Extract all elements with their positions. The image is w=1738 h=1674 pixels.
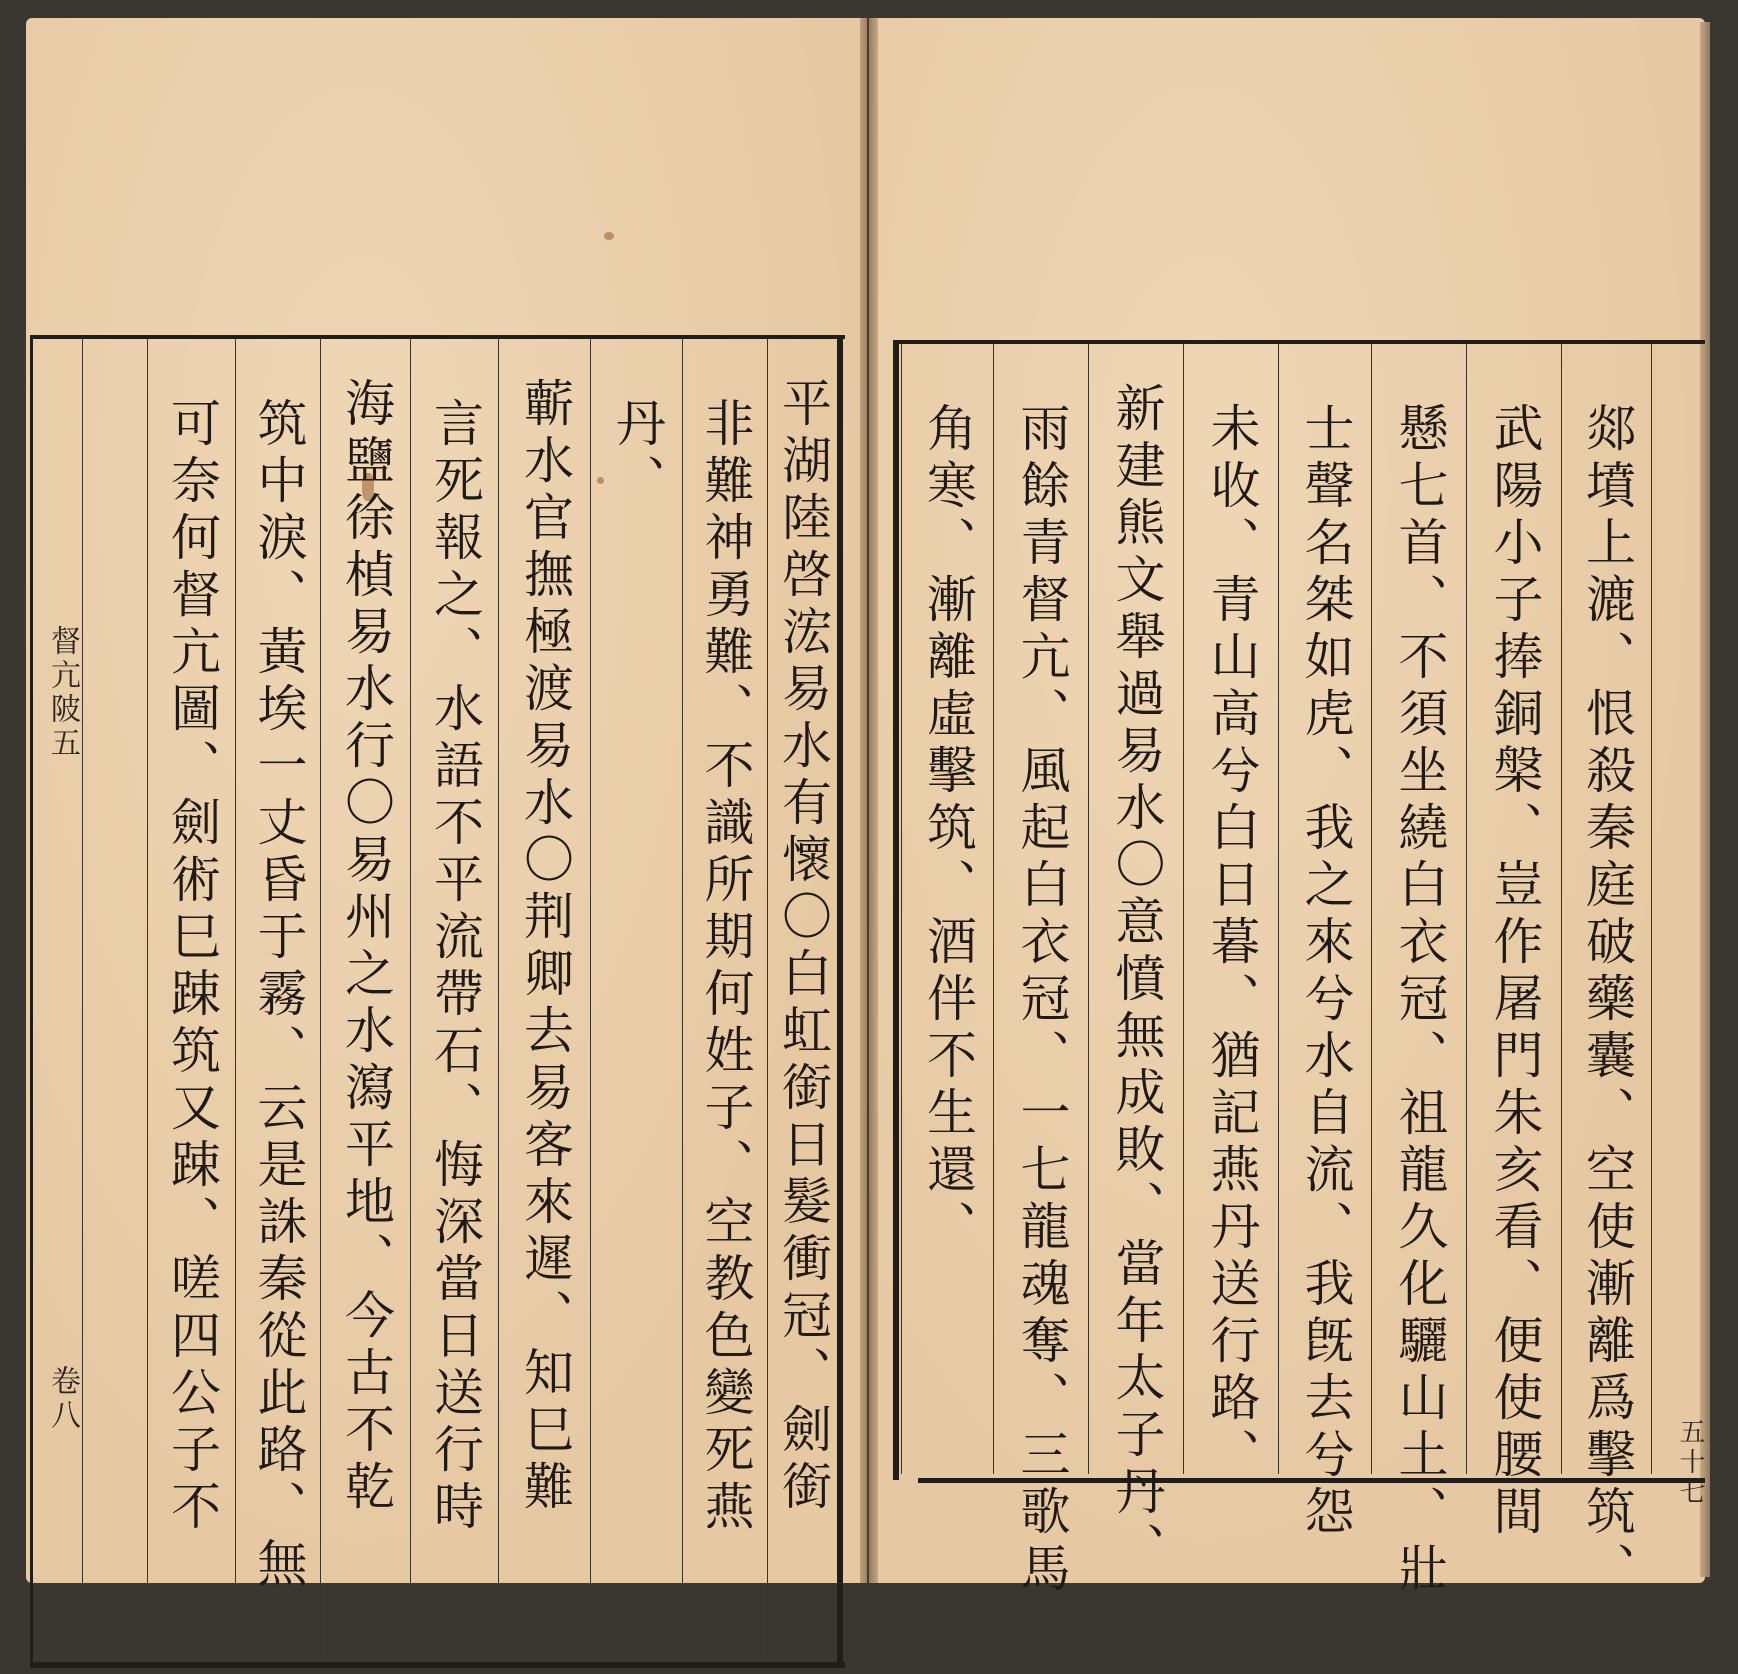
text-column (682, 339, 768, 1662)
text-column (1183, 344, 1279, 1485)
text-column (1371, 344, 1467, 1599)
column-text: 言死報之、水語不平流帶石、悔深當日送行時 (426, 397, 484, 1537)
column-text: 士聲名桀如虎、我之來兮水自流、我旣去兮怨 (1296, 402, 1355, 1542)
center-volume: 卷八 (45, 1365, 80, 1433)
frame-bottom-rule (30, 1662, 845, 1668)
column-text: 海鹽徐楨易水行〇易州之水瀉平地、今古不乾 (337, 377, 395, 1517)
text-column (235, 339, 321, 1662)
column-text: 平湖陸啓浤易水有懷〇白虹銜日髮衝冠、劍銜 (774, 377, 832, 1517)
column-text: 未收、青山高兮白日暮、猶記燕丹送行路、 (1202, 402, 1261, 1485)
column-text: 可奈何督亢圖、劍術巳踈筑又踈、嗟四公子不 (163, 397, 221, 1537)
center-column (82, 339, 148, 1662)
margin-column (1651, 344, 1702, 1474)
column-text: 雨餘青督亢、風起白衣冠、一七龍魂奪、三歌馬 (1012, 402, 1071, 1599)
text-column (320, 339, 411, 1662)
stain-mark (604, 232, 614, 240)
text-column (901, 344, 994, 1474)
center-title: 督亢陂五 (45, 625, 80, 761)
column-text: 蘄水官撫極渡易水〇荆卿去易客來遲、知巳難 (516, 377, 574, 1517)
text-column (590, 339, 683, 1662)
text-column (767, 339, 838, 1662)
column-text: 筑中淚、黃埃一丈昏于霧、云是誅秦從此路、無 (249, 397, 308, 1594)
text-column (1561, 344, 1652, 1599)
text-column (1466, 344, 1562, 1542)
book-gutter (860, 18, 878, 1583)
column-text: 非難神勇難、不識所期何姓子、空教色變死燕 (696, 397, 755, 1537)
column-text: 武陽小子捧銅槃、豈作屠門朱亥看、便使腰間 (1485, 402, 1544, 1542)
column-text: 丹、 (608, 397, 666, 511)
column-text: 新建熊文舉過易水〇意憤無成敗、當年太子丹、 (1107, 382, 1166, 1579)
column-text: 郯墳上漉、恨殺秦庭破藥囊、空使漸離爲擊筑、 (1578, 402, 1636, 1599)
text-column (498, 339, 591, 1662)
page-number: 五十七 (1675, 1418, 1705, 1508)
text-column (1088, 344, 1184, 1579)
left-columns (30, 339, 845, 1662)
text-column (993, 344, 1089, 1599)
text-column (147, 339, 236, 1662)
column-text: 角寒、漸離虛擊筑、酒伴不生還、 (919, 402, 977, 1257)
text-column (410, 339, 499, 1662)
text-column (1278, 344, 1372, 1542)
column-text: 懸七首、不須坐繞白衣冠、祖龍久化驪山土、壯 (1390, 402, 1449, 1599)
right-columns (893, 344, 1705, 1599)
